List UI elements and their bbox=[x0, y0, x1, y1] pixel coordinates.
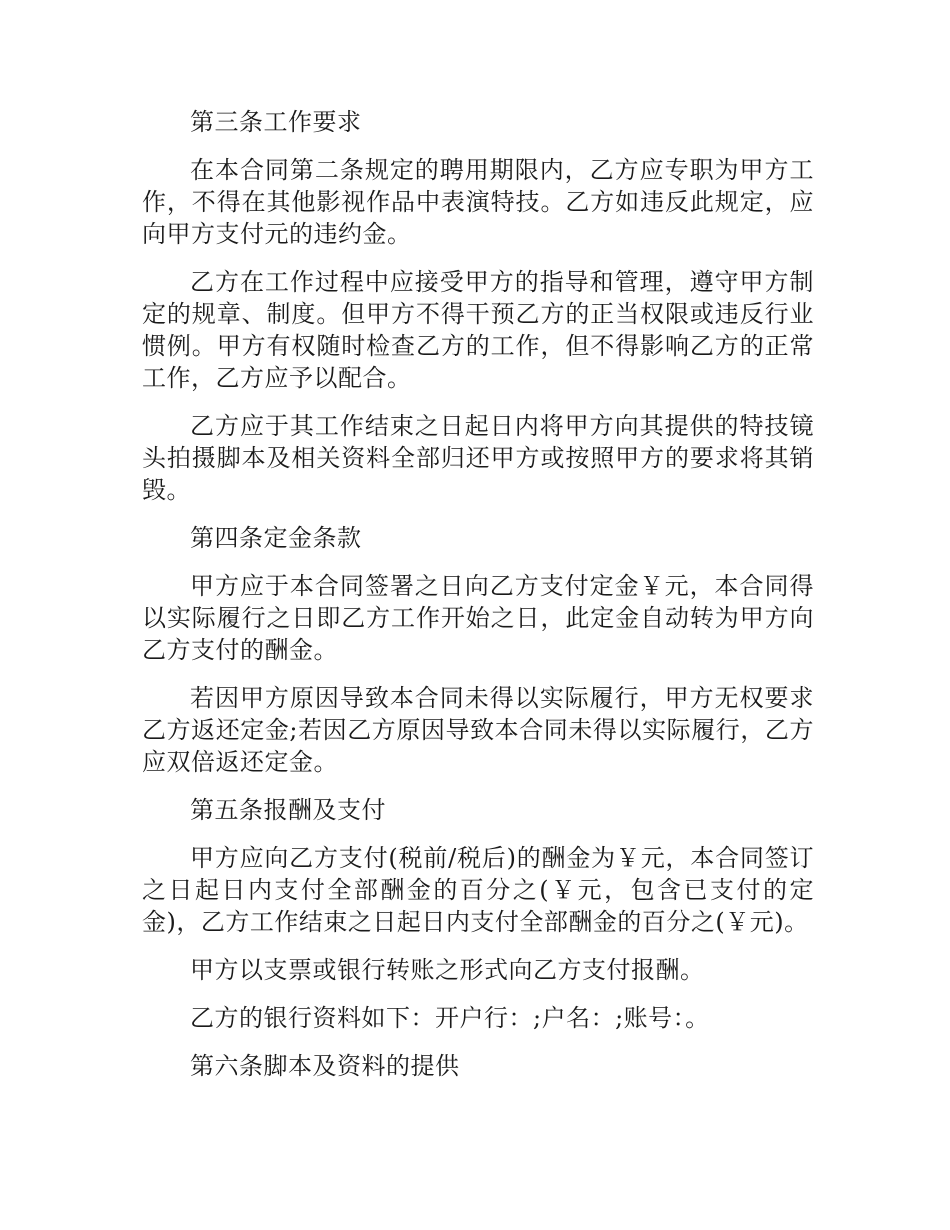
paragraph-deposit-return: 若因甲方原因导致本合同未得以实际履行，甲方无权要求乙方返还定金;若因乙方原因导致本合同未得以实际履行，乙方应双倍返还定金。 bbox=[142, 684, 814, 776]
section-heading-article-4: 第四条定金条款 bbox=[190, 524, 362, 552]
paragraph-return-materials: 乙方应于其工作结束之日起日内将甲方向其提供的特技镜头拍摄脚本及相关资料全部归还甲方或按照甲方的要求将其销毁。 bbox=[142, 412, 814, 504]
paragraph-exclusive-work: 在本合同第二条规定的聘用期限内，乙方应专职为甲方工作，不得在其他影视作品中表演特技。乙方如违反此规定，应向甲方支付元的违约金。 bbox=[142, 156, 814, 248]
paragraph-bank-info: 乙方的银行资料如下：开户行：;户名：;账号：。 bbox=[190, 1004, 710, 1032]
document-body bbox=[142, 106, 814, 1098]
paragraph-guidance-management: 乙方在工作过程中应接受甲方的指导和管理，遵守甲方制定的规章、制度。但甲方不得干预乙方的正当权限或违反行业惯例。甲方有权随时检查乙方的工作，但不得影响乙方的正常工作，乙方应予以配合。 bbox=[142, 268, 814, 392]
section-heading-article-5: 第五条报酬及支付 bbox=[190, 796, 386, 824]
paragraph-deposit-payment: 甲方应于本合同签署之日向乙方支付定金￥元，本合同得以实际履行之日即乙方工作开始之日，此定金自动转为甲方向乙方支付的酬金。 bbox=[142, 572, 814, 664]
section-heading-article-3: 第三条工作要求 bbox=[190, 108, 362, 136]
paragraph-remuneration: 甲方应向乙方支付(税前/税后)的酬金为￥元，本合同签订之日起日内支付全部酬金的百分之(￥元，包含已支付的定金)，乙方工作结束之日起日内支付全部酬金的百分之(￥元)。 bbox=[142, 844, 814, 936]
section-heading-article-6: 第六条脚本及资料的提供 bbox=[190, 1052, 460, 1080]
paragraph-payment-method: 甲方以支票或银行转账之形式向乙方支付报酬。 bbox=[190, 956, 705, 984]
